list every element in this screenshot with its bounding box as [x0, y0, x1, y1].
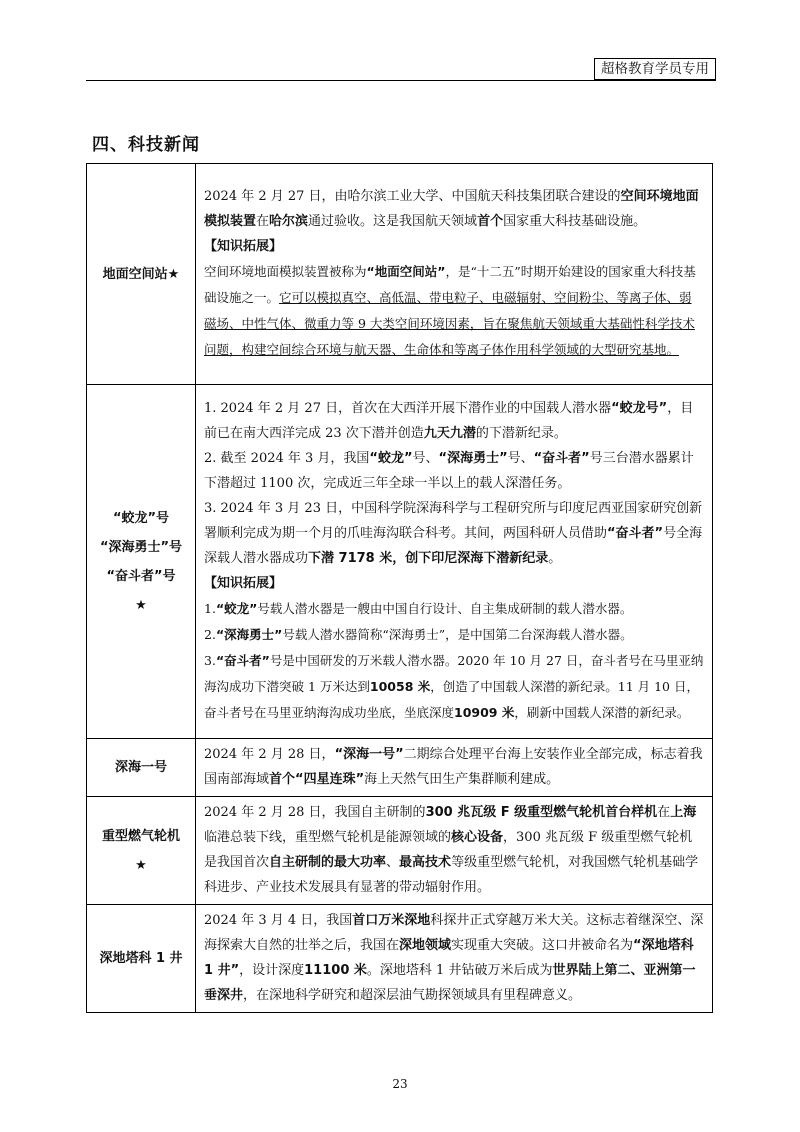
table-row: [87, 385, 713, 739]
knowledge-paragraph: 空间环境地面模拟装置被称为“地面空间站”，是“十二五”时期开始建设的国家重大科技基础设施之一。它可以模拟真空、高低温、带电粒子、电磁辐射、空间粉尘、等离子体、弱磁场、中性气体、微重力等 9 大类空间环境因素，旨在聚焦航天领域重大基础性科学技术问题，构建空间综合环境与航天器、生命体和等离子体作用科学领域的大型研究基地。: [204, 264, 696, 357]
row-label: “蛟龙”号 “深海勇士”号 “奋斗者”号 ★: [87, 385, 196, 739]
row-body: [196, 797, 713, 905]
row-body: [196, 739, 713, 797]
knowledge-heading: 【知识拓展】: [204, 576, 283, 591]
section-title: 四、科技新闻: [92, 135, 200, 155]
table-row: [87, 739, 713, 797]
row-body: [196, 385, 713, 739]
news-table: [86, 163, 713, 1013]
row-label: 重型燃气轮机 ★: [87, 797, 196, 905]
news-item: 2. 截至 2024 年 3 月，我国“蛟龙”号、“深海勇士”号、“奋斗者”号三台潜水器累计下潜超过 1100 次，完成近三年全球一半以上的载人深潜任务。: [204, 451, 694, 491]
news-item: 1. 2024 年 2 月 27 日，首次在大西洋开展下潜作业的中国载人潜水器“蛟龙号”，目前已在南大西洋完成 23 次下潜并创造九天九潜的下潜新纪录。: [204, 401, 694, 441]
row-label: 地面空间站★: [87, 164, 196, 385]
table-row: [87, 164, 713, 385]
knowledge-item: 1.“蛟龙”号载人潜水器是一艘由中国自行设计、自主集成研制的载人潜水器。: [204, 601, 633, 616]
news-paragraph: 2024 年 2 月 27 日，由哈尔滨工业大学、中国航天科技集团联合建设的空间环境地面模拟装置在哈尔滨通过验收。这是我国航天领域首个国家重大科技基础设施。: [204, 189, 699, 229]
row-body: [196, 164, 713, 385]
table-row: [87, 905, 713, 1013]
row-label: 深地塔科 1 井: [87, 905, 196, 1013]
news-paragraph: 2024 年 2 月 28 日，我国自主研制的300 兆瓦级 F 级重型燃气轮机首台样机在上海临港总装下线，重型燃气轮机是能源领域的核心设备，300 兆瓦级 F 级重型燃气轮机是我国首次自主研制的最大功率、最高技术等级重型燃气轮机，对我国燃气轮机基础学科进步、产业技术发展具有显著的带动辐射作用。: [204, 805, 699, 895]
header-badge: 超格教育学员专用: [594, 58, 716, 80]
header-rule: [86, 80, 716, 81]
table-row: [87, 797, 713, 905]
knowledge-heading: 【知识拓展】: [204, 239, 283, 254]
news-paragraph: 2024 年 2 月 28 日，“深海一号”二期综合处理平台海上安装作业全部完成，标志着我国南部海域首个“四星连珠”海上天然气田生产集群顺利建成。: [204, 747, 703, 787]
knowledge-item: 3.“奋斗者”号是中国研发的万米载人潜水器。2020 年 10 月 27 日，奋斗者号在马里亚纳海沟成功下潜突破 1 万米达到10058 米，创造了中国载人深潜的新纪录。11 月 10 日，奋斗者号在马里亚纳海沟成功坐底，坐底深度10909 米，刷新中国载人深潜的新纪录。: [204, 653, 704, 720]
news-paragraph: 2024 年 3 月 4 日，我国首口万米深地科探井正式穿越万米大关。这标志着继深空、深海探索大自然的壮举之后，我国在深地领域实现重大突破。这口井被命名为“深地塔科 1 井”，设计深度11100 米。深地塔科 1 井钻破万米后成为世界陆上第二、亚洲第一垂深井，在深地科学研究和超深层油气勘探领域具有里程碑意义。: [204, 913, 704, 1003]
row-body: [196, 905, 713, 1013]
page-number: 23: [392, 1077, 408, 1091]
news-item: 3. 2024 年 3 月 23 日，中国科学院深海科学与工程研究所与印度尼西亚国家研究创新署顺利完成为期一个月的爪哇海沟联合科考。其间，两国科研人员借助“奋斗者”号全海深载人潜水器成功下潜 7178 米，创下印尼深海下潜新纪录。: [204, 501, 703, 566]
knowledge-item: 2.“深海勇士”号载人潜水器简称“深海勇士”，是中国第二台深海载人潜水器。: [204, 627, 633, 642]
row-label: 深海一号: [87, 739, 196, 797]
